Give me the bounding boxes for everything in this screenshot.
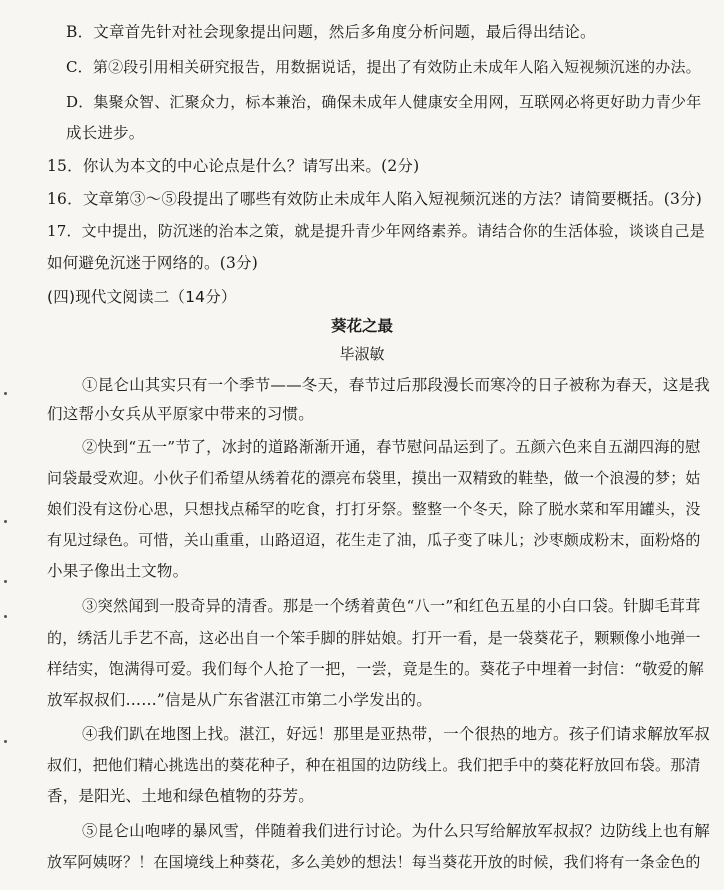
margin-dot xyxy=(4,392,7,395)
paragraph-4-line1: ④我们趴在地图上找。湛江，好远！那里是亚热带，一个很热的地方。孩子们请求解放军叔 xyxy=(82,725,711,743)
option-c: C．第②段引用相关研究报告，用数据说话，提出了有效防止未成年人陷入短视频沉迷的办法。 xyxy=(66,58,701,76)
margin-dot xyxy=(4,740,7,743)
paragraph-4-line2: 叔们，把他们精心挑选出的葵花种子，种在祖国的边防线上。我们把手中的葵花籽放回布袋。那清 xyxy=(47,756,701,774)
article-author: 毕淑敏 xyxy=(339,345,385,363)
paragraph-2-line5: 小果子像出土文物。 xyxy=(47,562,189,580)
question-16: 16．文章第③～⑤段提出了哪些有效防止未成年人陷入短视频沉迷的方法？请简要概括。(3分) xyxy=(47,190,702,208)
section-heading: (四)现代文阅读二（14分） xyxy=(47,288,237,306)
option-d-line1: D．集聚众智、汇聚众力，标本兼治，确保未成年人健康安全用网，互联网必将更好助力青少年 xyxy=(66,93,702,111)
paragraph-3-line2: 的，绣活儿手艺不高，这必出自一个笨手脚的胖姑娘。打开一看，是一袋葵花子，颗颗像小地弹一 xyxy=(47,629,701,647)
question-15: 15．你认为本文的中心论点是什么？请写出来。(2分) xyxy=(47,157,420,175)
paragraph-5-line2: 放军阿姨呀？！在国境线上种葵花，多么美妙的想法！每当葵花开放的时候，我们将有一条金色的 xyxy=(47,853,701,871)
paragraph-3-line3: 样结实，饱满得可爱。我们每个人抢了一把，一尝，竟是生的。葵花子中埋着一封信：“敬爱的解 xyxy=(47,660,704,678)
paragraph-3-line4: 放军叔叔们……”信是从广东省湛江市第二小学发出的。 xyxy=(47,691,432,709)
paragraph-2-line4: 有见过绿色。可惜，关山重重，山路迢迢，花生走了油，瓜子变了味儿；沙枣颇成粉末，面粉烙的 xyxy=(47,531,701,549)
option-d-line2: 成长进步。 xyxy=(66,124,145,142)
paragraph-1-line1: ①昆仑山其实只有一个季节——冬天，春节过后那段漫长而寒冷的日子被称为春天，这是我 xyxy=(82,376,711,394)
paragraph-2-line1: ②快到“五一”节了，冰封的道路渐渐开通，春节慰问品运到了。五颜六色来自五湖四海的慰 xyxy=(82,438,701,456)
margin-dot xyxy=(4,615,7,618)
paragraph-2-line2: 问袋最受欢迎。小伙子们希望从绣着花的漂亮布袋里，摸出一双精致的鞋垫，做一个浪漫的梦；姑 xyxy=(47,469,701,487)
question-17-line1: 17．文中提出，防沉迷的治本之策，就是提升青少年网络素养。请结合你的生活体验，谈谈自己是 xyxy=(47,222,705,240)
paragraph-5-line1: ⑤昆仑山咆哮的暴风雪，伴随着我们进行讨论。为什么只写给解放军叔叔？边防线上也有解 xyxy=(82,822,711,840)
paragraph-4-line3: 香，是阳光、土地和绿色植物的芬芳。 xyxy=(47,787,314,805)
margin-dot xyxy=(4,520,7,523)
paragraph-2-line3: 娘们没有这份心思，只想找点稀罕的吃食，打打牙祭。整整一个冬天，除了脱水菜和军用罐头，没 xyxy=(47,500,701,518)
margin-dot xyxy=(4,580,7,583)
question-17-line2: 如何避免沉迷于网络的。(3分) xyxy=(47,254,258,272)
paragraph-1-line2: 们这帮小女兵从平原家中带来的习惯。 xyxy=(47,405,314,423)
paragraph-3-line1: ③突然闻到一股奇异的清香。那是一个绣着黄色“八一”和红色五星的小白口袋。针脚毛茸茸 xyxy=(82,597,701,615)
option-b: B．文章首先针对社会现象提出问题，然后多角度分析问题，最后得出结论。 xyxy=(66,23,596,41)
article-title: 葵花之最 xyxy=(330,317,393,335)
